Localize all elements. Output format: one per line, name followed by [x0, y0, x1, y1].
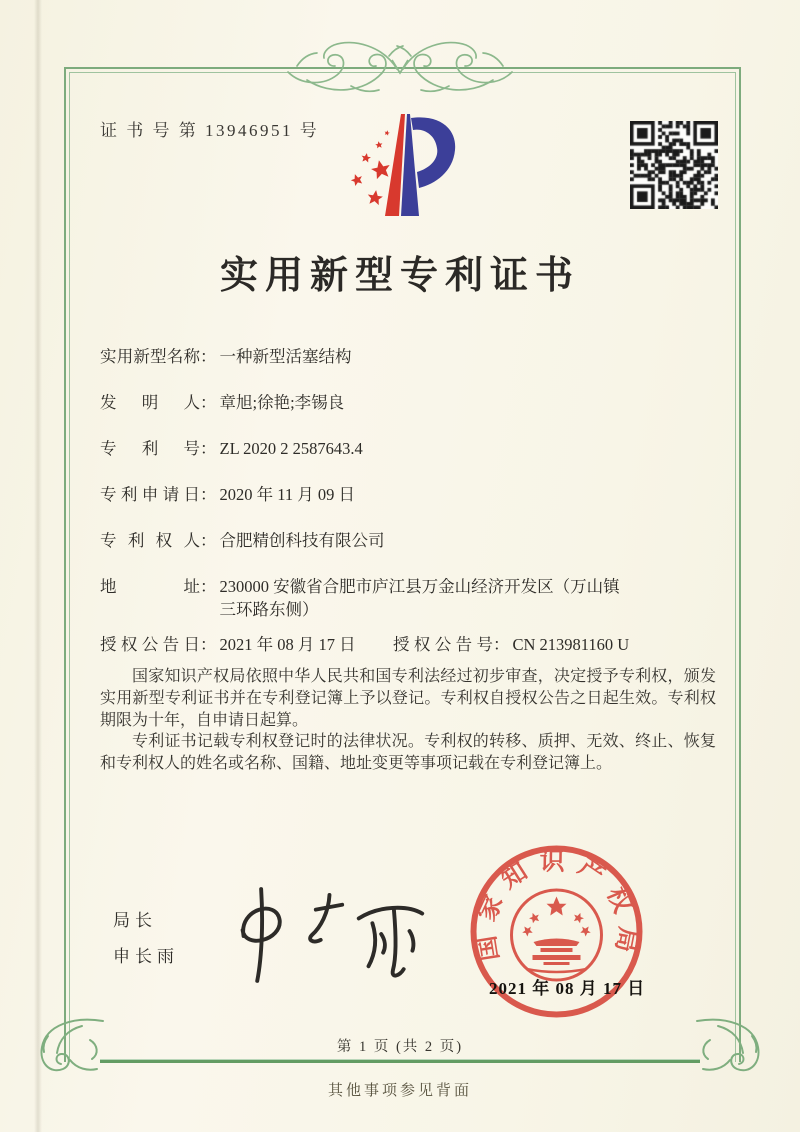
field-value: 章旭;徐艳;李锡良	[219, 393, 345, 412]
field-value: ZL 2020 2 2587643.4	[219, 439, 363, 458]
field-label: 专利申请日	[100, 485, 200, 504]
top-scroll-ornament-icon	[285, 28, 515, 106]
certificate-fields	[100, 345, 722, 679]
field-label: 授权公告号	[393, 635, 493, 654]
field-value: 一种新型活塞结构	[219, 347, 352, 366]
field-value: 合肥精创科技有限公司	[219, 531, 385, 550]
certificate-title: 实用新型专利证书	[219, 255, 580, 297]
field-row-inventor: 发明人： 章旭;徐艳;李锡良	[100, 393, 345, 412]
qr-code	[630, 121, 718, 209]
field-label: 专利号	[100, 439, 200, 458]
field-value: 230000 安徽省合肥市庐江县万金山经济开发区（万山镇 三环路东侧）	[219, 577, 620, 619]
page-number: 第 1 页 (共 2 页)	[336, 1039, 464, 1055]
field-row-grant	[100, 633, 722, 656]
field-row-utility-model-name: 实用新型名称： 一种新型活塞结构	[100, 347, 352, 366]
certificate-body-text	[100, 666, 716, 775]
grant-number-pair: 授权公告号： CN 213981160 U	[393, 635, 630, 654]
body-paragraph-2: 专利证书记载专利权登记时的法律状况。专利权的转移、质押、无效、终止、恢复和专利权人的姓名或名称、国籍、地址变更等事项记载在专利登记簿上。	[100, 733, 716, 773]
grant-date-pair: 授权公告日： 2021 年 08 月 17 日	[100, 635, 356, 654]
field-label: 发明人	[100, 393, 200, 412]
frame-bottom-line	[100, 1059, 700, 1063]
field-row-patent-number: 专利号： ZL 2020 2 2587643.4	[100, 439, 363, 458]
certificate-number: 证 书 号 第 13946951 号	[100, 121, 320, 140]
director-signature-icon	[226, 882, 431, 988]
field-row-filing-date: 专利申请日： 2020 年 11 月 09 日	[100, 485, 356, 504]
field-row-address: 地址： 230000 安徽省合肥市庐江县万金山经济开发区（万山镇 三环路东侧）	[100, 575, 722, 621]
field-label: 实用新型名称	[100, 347, 200, 366]
body-paragraph-1: 国家知识产权局依照中华人民共和国专利法经过初步审查，决定授予专利权，颁发实用新型专利证书并在专利登记簿上予以登记。专利权自授权公告之日起生效。专利权期限为十年，自申请日起算。	[100, 668, 716, 729]
scan-edge-shadow	[34, 0, 42, 1132]
seal-date: 2021 年 08 月 17 日	[489, 979, 646, 998]
field-row-patentee: 专利权人： 合肥精创科技有限公司	[100, 531, 385, 550]
svg-text:国家知识产权局: 国家知识产权局	[471, 848, 642, 966]
director-title: 局长	[113, 911, 157, 930]
field-label: 授权公告日	[100, 635, 200, 654]
field-value: 2021 年 08 月 17 日	[219, 635, 356, 654]
director-name: 申长雨	[113, 947, 179, 966]
field-value: 2020 年 11 月 09 日	[219, 485, 356, 504]
back-side-note: 其他事项参见背面	[327, 1083, 472, 1099]
field-label: 地址	[100, 577, 200, 596]
cnipa-patent-logo-icon	[335, 106, 480, 224]
field-value: CN 213981160 U	[512, 635, 630, 654]
field-label: 专利权人	[100, 531, 200, 550]
